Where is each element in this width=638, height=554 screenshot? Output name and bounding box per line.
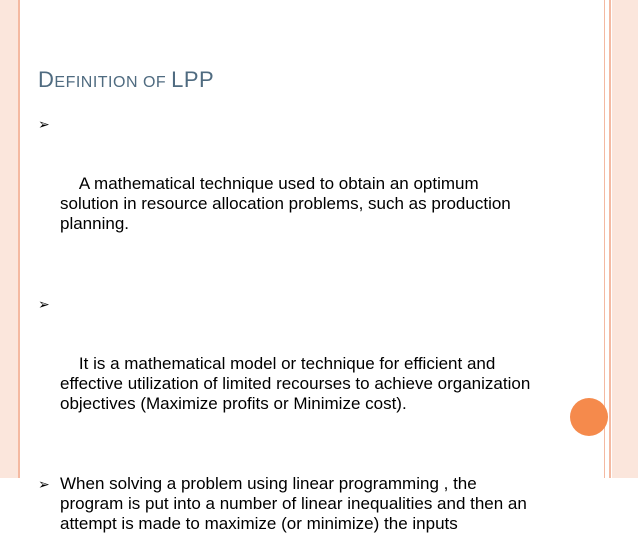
title-part: D	[38, 67, 55, 92]
bullet-text: It is a mathematical model or technique for efficient and effective utilization of limited recourses to achieve organization objectives (Maximize profits or Minimize cost).	[60, 354, 536, 413]
arrow-bullet-icon: ➢	[38, 116, 50, 132]
right-decorative-border	[612, 0, 638, 478]
right-border-line	[609, 0, 611, 478]
bullet-list	[38, 114, 558, 554]
title-part: EFINITION OF	[54, 74, 172, 91]
left-border-line	[18, 0, 20, 478]
left-decorative-border	[0, 0, 18, 478]
bullet-item	[38, 114, 558, 274]
bullet-text: A mathematical technique used to obtain an optimum solution in resource allocation problems, such as production planning.	[60, 174, 516, 233]
arrow-bullet-icon: ➢	[38, 296, 50, 312]
bullet-text: When solving a problem using linear programming , the program is put into a number of linear inequalities and then an attempt is made to maximize (or minimize) the inputs	[60, 474, 527, 533]
accent-circle	[570, 398, 608, 436]
slide-title	[38, 67, 214, 93]
bullet-item	[38, 474, 558, 534]
title-part: LPP	[171, 67, 215, 92]
arrow-bullet-icon: ➢	[38, 476, 50, 492]
bullet-item	[38, 294, 558, 454]
